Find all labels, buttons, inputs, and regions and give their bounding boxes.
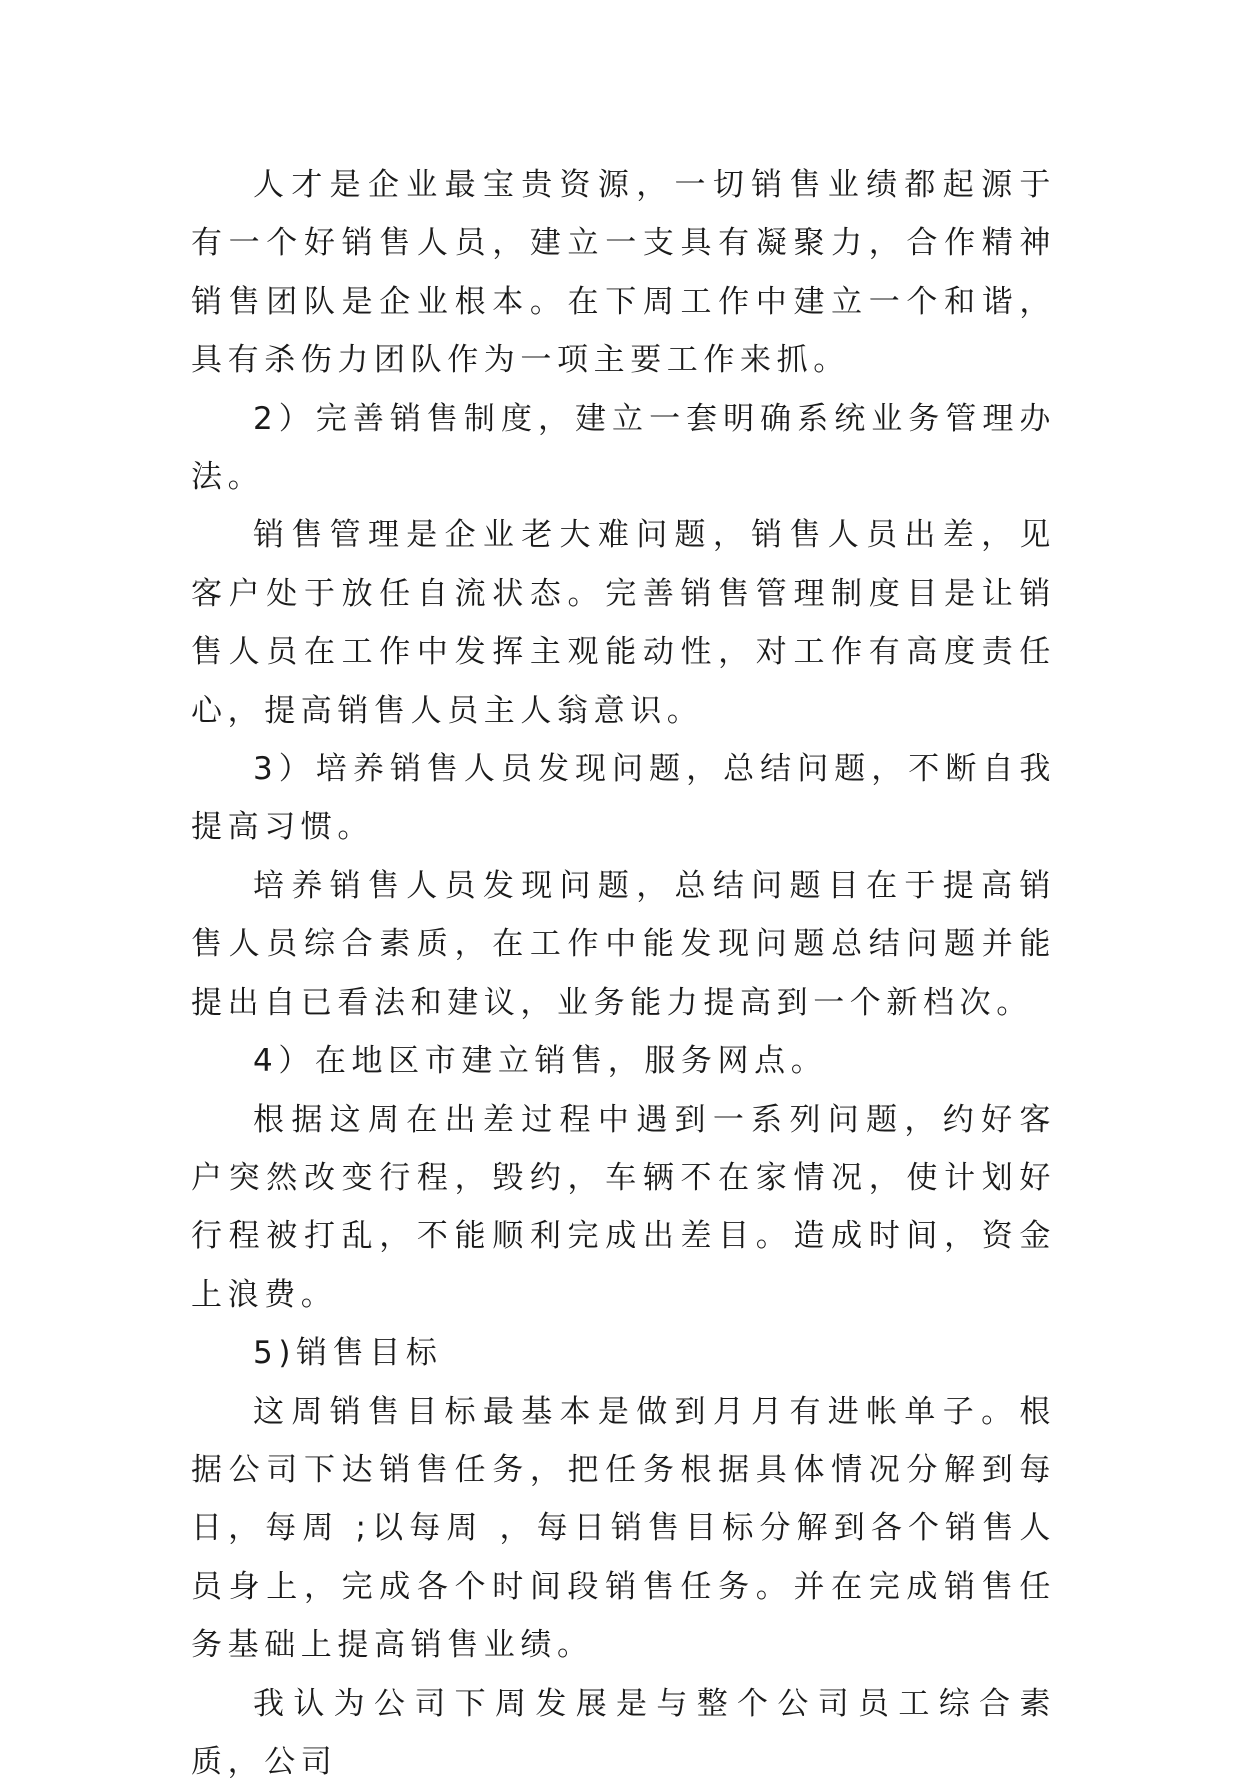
paragraph-company-development: 我认为公司下周发展是与整个公司员工综合素质，公司 <box>191 1685 1056 1780</box>
heading-sales-target: 5)销售目标 <box>253 1335 443 1372</box>
paragraph-problem-solving: 培养销售人员发现问题，总结问题目在于提高销售人员综合素质，在工作中能发现问题总结问题并能提出自已看法和建议，业务能力提高到一个新档次。 <box>191 867 1056 1021</box>
heading-service-network: 4）在地区市建立销售，服务网点。 <box>253 1043 828 1080</box>
document-body <box>191 156 1056 1791</box>
paragraph-talent: 人才是企业最宝贵资源，一切销售业绩都起源于有一个好销售人员，建立一支具有凝聚力，合作精神销售团队是企业根本。在下周工作中建立一个和谐，具有杀伤力团队作为一项主要工作来抓。 <box>191 167 1056 379</box>
paragraph-sales-management: 销售管理是企业老大难问题，销售人员出差，见客户处于放任自流状态。完善销售管理制度目是让销售人员在工作中发挥主观能动性，对工作有高度责任心，提高销售人员主人翁意识。 <box>191 517 1056 729</box>
heading-sales-system: 2）完善销售制度，建立一套明确系统业务管理办法。 <box>191 400 1056 496</box>
paragraph-sales-target: 这周销售目标最基本是做到月月有进帐单子。根据公司下达销售任务，把任务根据具体情况分解到每日，每周 ;以每周 ，每日销售目标分解到各个销售人员身上，完成各个时间段销售任务。并在完成销售任务基础上提高销售业绩。 <box>191 1393 1056 1664</box>
paragraph-travel-issues: 根据这周在出差过程中遇到一系列问题，约好客户突然改变行程，毁约，车辆不在家情况，使计划好行程被打乱，不能顺利完成出差目。造成时间，资金上浪费。 <box>191 1101 1056 1313</box>
heading-problem-solving-habit: 3）培养销售人员发现问题，总结问题，不断自我提高习惯。 <box>191 751 1056 846</box>
